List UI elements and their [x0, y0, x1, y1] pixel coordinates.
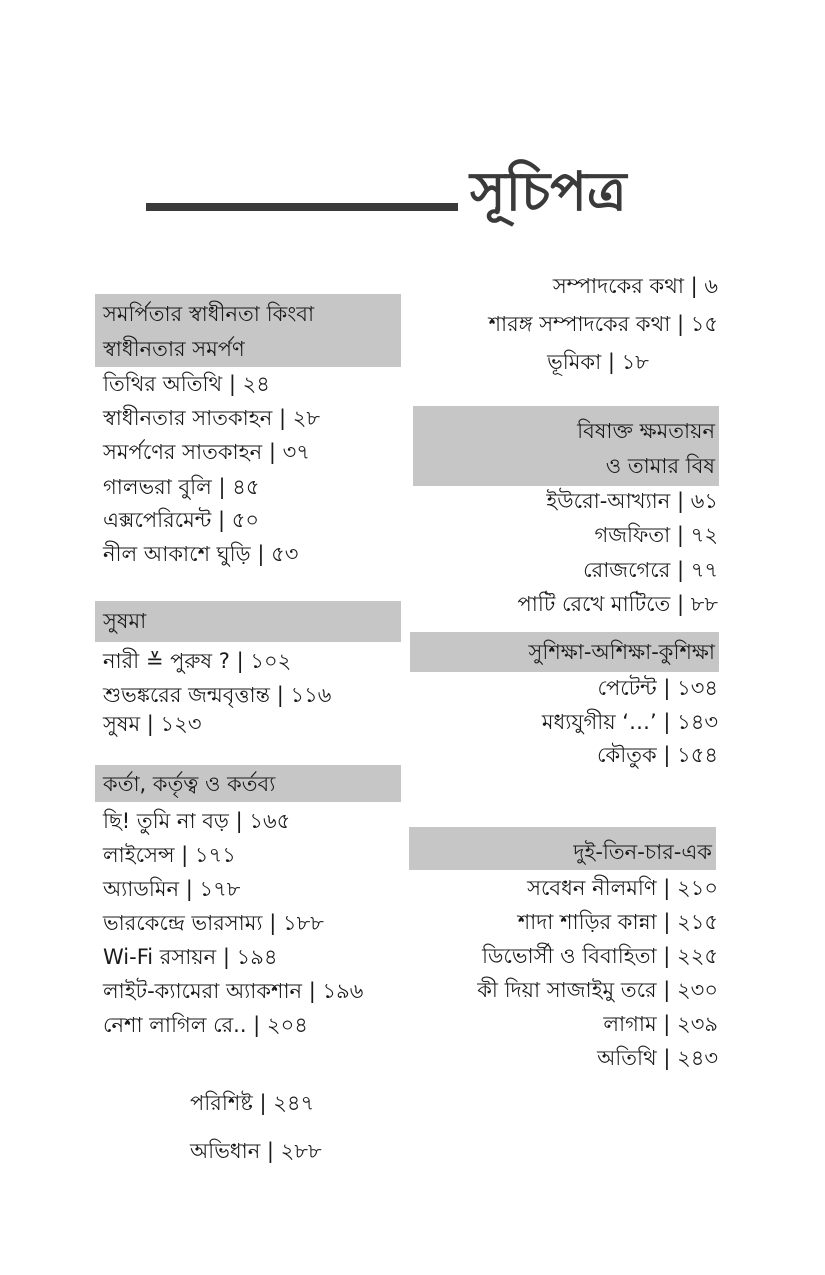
section-heading-2-line-2: ও তামার বিষ: [605, 454, 715, 478]
section-heading-4: [410, 632, 719, 672]
toc-entry[interactable]: Wi-Fi রসায়ন | ১৯৪: [103, 945, 278, 969]
section-heading-6-line-1: দুই-তিন-চার-এক: [573, 840, 712, 864]
toc-entry[interactable]: নীল আকাশে ঘুড়ি | ৫৩: [103, 542, 299, 566]
toc-entry[interactable]: রোজগেরে | ৭৭: [583, 558, 718, 582]
section-heading-2: [413, 406, 719, 486]
toc-entry[interactable]: পাটি রেখে মাটিতে | ৮৮: [517, 592, 718, 616]
toc-entry[interactable]: স্বাধীনতার সাতকাহন | ২৮: [103, 406, 321, 430]
section-heading-3: [95, 601, 401, 642]
toc-entry[interactable]: সুষম | ১২৩: [103, 712, 202, 736]
toc-entry[interactable]: লাগাম | ২৩৯: [603, 1012, 718, 1036]
section-heading-6: [409, 827, 716, 870]
toc-entry[interactable]: ছি! তুমি না বড় | ১৬৫: [103, 809, 291, 833]
section-heading-4-line-1: সুশিক্ষা-অশিক্ষা-কুশিক্ষা: [528, 640, 715, 664]
toc-entry[interactable]: সবেধন নীলমণি | ২১০: [527, 876, 718, 900]
page-title: সূচিপত্র: [470, 160, 627, 223]
toc-entry-preface[interactable]: ভূমিকা | ১৮: [547, 350, 649, 374]
toc-entry[interactable]: নেশা লাগিল রে.. | ২০৪: [103, 1013, 308, 1037]
toc-entry[interactable]: তিথির অতিথি | ২৪: [103, 372, 270, 396]
title-rule: [146, 203, 458, 211]
section-heading-1-line-1: সমর্পিতার স্বাধীনতা কিংবা: [103, 302, 315, 326]
toc-entry[interactable]: গালভরা বুলি | ৪৫: [103, 475, 260, 499]
toc-entry[interactable]: লাইট-ক্যামেরা অ্যাকশান | ১৯৬: [103, 979, 364, 1003]
toc-entry-editor-note[interactable]: সম্পাদকের কথা | ৬: [552, 274, 718, 298]
toc-entry[interactable]: অতিথি | ২৪৩: [597, 1046, 718, 1070]
toc-entry-sharanga-note[interactable]: শারঙ্গ সম্পাদকের কথা | ১৫: [488, 312, 718, 336]
section-heading-3-line-1: সুষমা: [103, 609, 147, 633]
toc-entry[interactable]: গজফিতা | ৭২: [594, 523, 718, 547]
toc-entry[interactable]: কী দিয়া সাজাইমু তরে | ২৩০: [477, 978, 718, 1002]
section-heading-5-line-1: কর্তা, কর্তৃত্ব ও কর্তব্য: [103, 772, 276, 796]
section-heading-2-line-1: বিষাক্ত ক্ষমতায়ন: [577, 419, 715, 443]
section-heading-1-line-2: স্বাধীনতার সমর্পণ: [103, 337, 245, 361]
toc-entry[interactable]: ইউরো-আখ্যান | ৬১: [546, 489, 718, 513]
section-heading-5: [95, 765, 401, 802]
toc-entry[interactable]: ডিভোর্সী ও বিবাহিতা | ২২৫: [481, 944, 718, 968]
toc-entry-appendix[interactable]: পরিশিষ্ট | ২৪৭: [190, 1091, 315, 1115]
toc-entry[interactable]: শাদা শাড়ির কান্না | ২১৫: [517, 910, 718, 934]
toc-entry[interactable]: ভারকেন্দ্রে ভারসাম্য | ১৮৮: [103, 911, 324, 935]
section-heading-1: [95, 294, 401, 367]
toc-entry[interactable]: অ্যাডমিন | ১৭৮: [103, 877, 241, 901]
toc-entry[interactable]: লাইসেন্স | ১৭১: [103, 843, 236, 867]
toc-entry[interactable]: শুভঙ্করের জন্মবৃত্তান্ত | ১১৬: [103, 683, 332, 707]
toc-entry[interactable]: পেটেন্ট | ১৩৪: [597, 676, 718, 700]
toc-entry[interactable]: নারী ≚ পুরুষ ? | ১০২: [103, 649, 292, 673]
toc-entry[interactable]: সমর্পণের সাতকাহন | ৩৭: [103, 440, 310, 464]
toc-entry[interactable]: মধ্যযুগীয় ‘…’ | ১৪৩: [541, 710, 718, 734]
toc-entry[interactable]: কৌতুক | ১৫৪: [597, 743, 718, 767]
toc-entry-glossary[interactable]: অভিধান | ২৮৮: [190, 1139, 322, 1163]
toc-entry[interactable]: এক্সপেরিমেন্ট | ৫০: [103, 508, 259, 532]
